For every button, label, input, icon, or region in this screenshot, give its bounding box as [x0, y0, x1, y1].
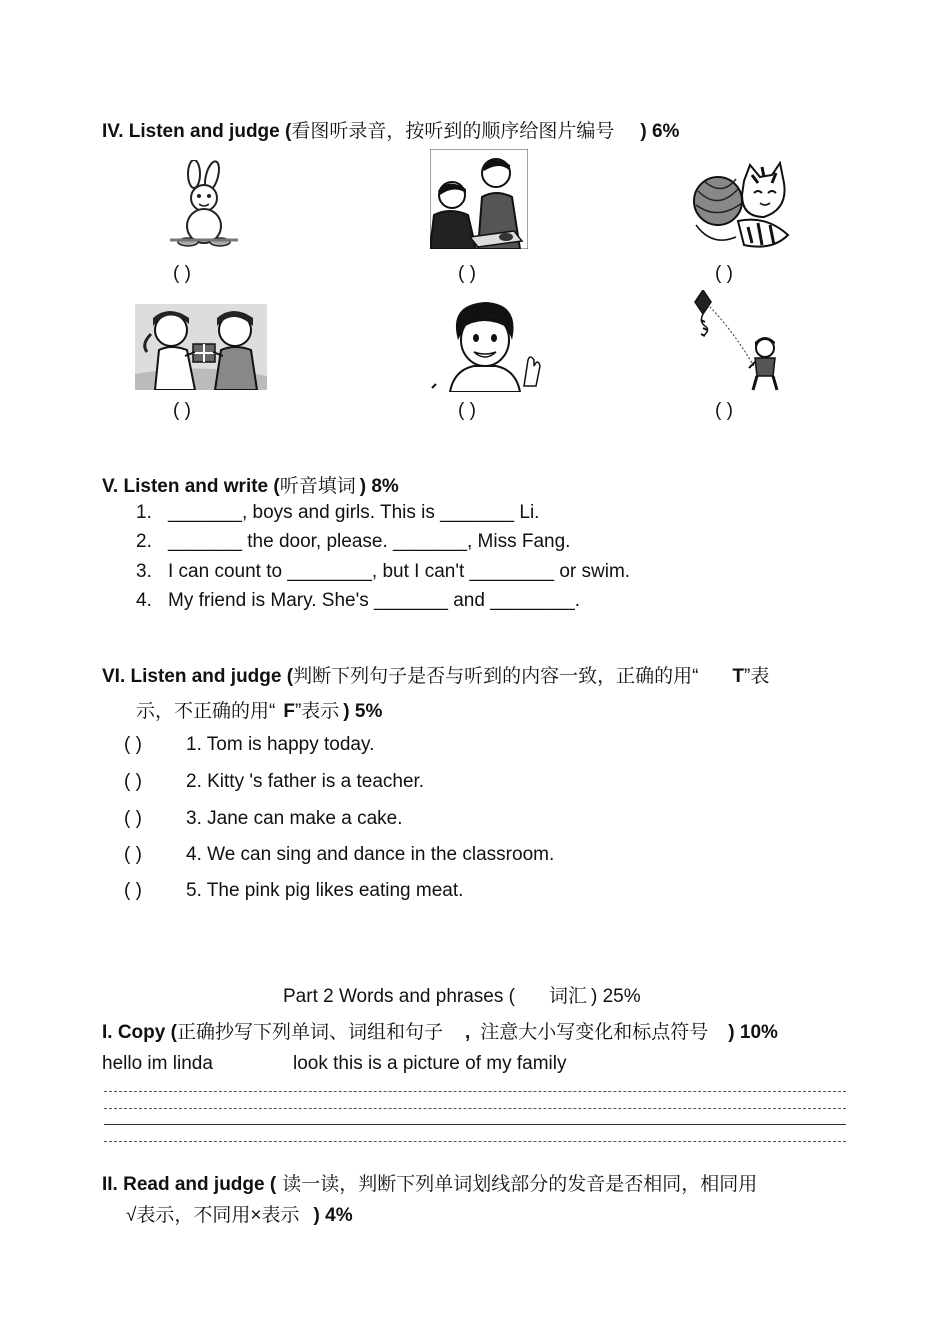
- copy-title-zh2: 注意大小写变化和标点符号: [480, 1022, 709, 1043]
- part2-title: Part 2 Words and phrases (: [283, 986, 515, 1007]
- writing-line-dashed[interactable]: [104, 1108, 846, 1109]
- judge-sentence: 2. Kitty 's father is a teacher.: [186, 771, 425, 792]
- girl-and-boy-with-gift-icon: [135, 304, 267, 390]
- read-judge-title-end: ) 4%: [313, 1205, 353, 1226]
- fill-blank-sentence: I can count to ________, but I can't ________ or swim.: [168, 561, 631, 582]
- read-judge-title-zh: 读一读，判断下列单词划线部分的发音是否相同，相同用: [282, 1174, 758, 1195]
- judge-paren[interactable]: ( ): [124, 808, 142, 829]
- copy-prompt: look this is a picture of my family: [293, 1053, 567, 1074]
- copy-prompt: hello im linda: [102, 1053, 213, 1074]
- woman-waving-icon: [430, 296, 542, 392]
- section-iv-title-zh: 看图听录音，按听到的顺序给图片编号: [291, 121, 615, 142]
- part2-title-end: ) 25%: [591, 986, 641, 1007]
- fill-blank-sentence: My friend is Mary. She's _______ and ________.: [168, 590, 581, 611]
- copy-title-zh: 正确抄写下列单词、词组和句子: [176, 1022, 443, 1043]
- part2-heading: [283, 981, 641, 1008]
- list-item-number: 4.: [136, 590, 152, 611]
- copy-heading: [102, 1017, 778, 1044]
- writing-line-solid[interactable]: [104, 1124, 846, 1125]
- copy-title-end: ) 10%: [728, 1022, 778, 1043]
- section-iv-title-end: ) 6%: [640, 121, 680, 142]
- writing-line-dashed[interactable]: [104, 1141, 846, 1142]
- judge-paren[interactable]: ( ): [124, 844, 142, 865]
- section-vi-false-mark: F: [283, 701, 295, 722]
- list-item-number: 2.: [136, 531, 152, 552]
- read-judge-title-zh2: √表示，不同用×表示: [126, 1205, 300, 1226]
- judge-sentence: 4. We can sing and dance in the classroom.: [186, 844, 555, 865]
- answer-paren[interactable]: ( ): [173, 263, 191, 284]
- boy-flying-kite-icon: [693, 290, 781, 392]
- answer-paren[interactable]: ( ): [715, 263, 733, 284]
- fill-blank-sentence: _______, boys and girls. This is _______ Li.: [168, 502, 540, 523]
- section-vi-title-end: ) 5%: [343, 701, 383, 722]
- list-item-number: 3.: [136, 561, 152, 582]
- part2-title-zh: 词汇: [548, 986, 587, 1007]
- answer-paren[interactable]: ( ): [458, 400, 476, 421]
- section-v-title-zh: 听音填词: [279, 476, 356, 497]
- section-iv-title: IV. Listen and judge (: [102, 121, 292, 142]
- read-judge-title: II. Read and judge (: [102, 1174, 277, 1195]
- copy-title: I. Copy (: [102, 1022, 177, 1043]
- section-v-title-end: ) 8%: [359, 476, 399, 497]
- answer-paren[interactable]: ( ): [458, 263, 476, 284]
- rabbit-icon: [166, 160, 242, 248]
- section-iv-heading: [102, 116, 679, 143]
- section-vi-heading-cont: [136, 696, 382, 723]
- list-item-number: 1.: [136, 502, 152, 523]
- writing-line-dashed[interactable]: [104, 1091, 846, 1092]
- section-v-heading: [102, 471, 399, 498]
- section-vi-title-zh2: ”表: [744, 666, 770, 687]
- judge-sentence: 3. Jane can make a cake.: [186, 808, 403, 829]
- two-boys-icon: [430, 149, 528, 249]
- answer-paren[interactable]: ( ): [173, 400, 191, 421]
- section-vi-true-mark: T: [732, 666, 745, 687]
- section-vi-heading: [102, 661, 769, 688]
- read-judge-heading-cont: [126, 1200, 353, 1227]
- judge-sentence: 1. Tom is happy today.: [186, 734, 375, 755]
- section-vi-title-zh: 判断下列句子是否与听到的内容一致，正确的用“: [293, 666, 699, 687]
- read-judge-heading: [102, 1169, 757, 1196]
- copy-comma: ,: [464, 1022, 471, 1043]
- section-vi-title-zh3: 示，不正确的用“: [136, 701, 276, 722]
- answer-paren[interactable]: ( ): [715, 400, 733, 421]
- section-vi-title-zh4: ”表示: [294, 701, 340, 722]
- judge-sentence: 5. The pink pig likes eating meat.: [186, 880, 464, 901]
- fill-blank-sentence: _______ the door, please. _______, Miss Fang.: [168, 531, 571, 552]
- section-vi-title: VI. Listen and judge (: [102, 666, 294, 687]
- judge-paren[interactable]: ( ): [124, 771, 142, 792]
- section-v-title: V. Listen and write (: [102, 476, 280, 497]
- cat-with-yarn-icon: [692, 161, 792, 251]
- judge-paren[interactable]: ( ): [124, 880, 142, 901]
- judge-paren[interactable]: ( ): [124, 734, 142, 755]
